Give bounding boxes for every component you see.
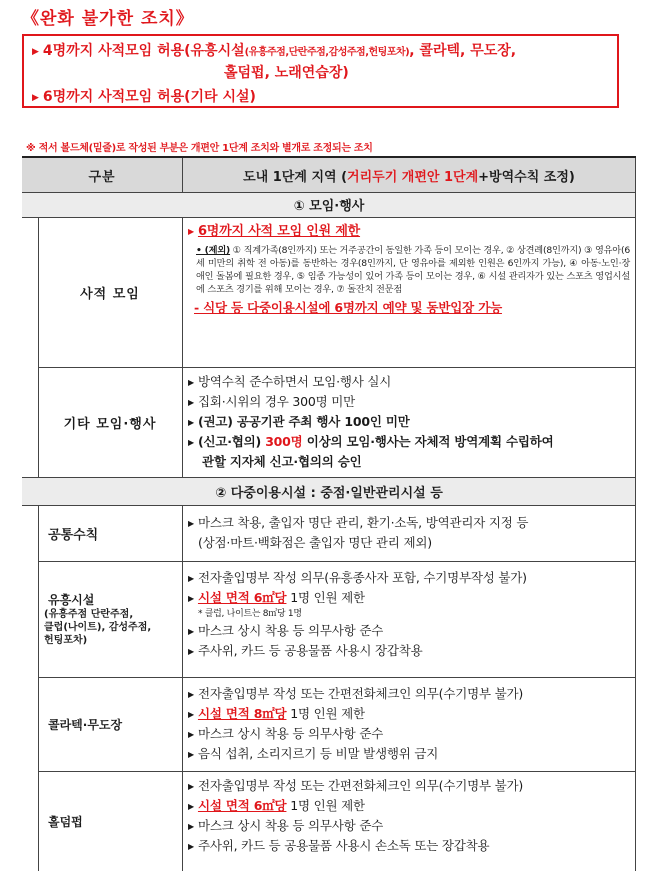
arrow-right-icon: ▶ [32, 47, 39, 57]
events-item-2-text: 집회·시위의 경우 300명 미만 [197, 394, 356, 409]
restriction-line-1-tail: , 콜라텍, 무도장, [409, 43, 517, 59]
events-item-3 [188, 412, 630, 432]
entertainment-label: 유흥시설 [48, 593, 95, 607]
events-item-1-text: 방역수칙 준수하면서 모임·행사 실시 [197, 374, 392, 389]
events-item-2 [188, 392, 630, 412]
events-item-4 [188, 432, 630, 452]
section-gatherings: ① 모임·행사 [22, 192, 636, 217]
arrow-right-icon: ▶ [188, 227, 194, 236]
colatec-item-3 [188, 724, 630, 744]
entertainment-content [188, 568, 630, 661]
private-item-2 [188, 298, 630, 317]
arrow-right-icon: ▶ [188, 690, 194, 699]
divider [38, 677, 636, 678]
events-item-4-a: (신고·협의) [197, 434, 266, 449]
colatec-content [188, 684, 630, 764]
holdem-item-4 [188, 836, 630, 856]
common-item-1 [188, 513, 630, 533]
entertainment-item-1-text: 전자출입명부 작성 의무(유흥종사자 포함, 수기명부작성 불가) [197, 570, 527, 585]
holdem-label: 홀덤펍 [48, 814, 83, 829]
holdem-item-3 [188, 816, 630, 836]
entertainment-item-2-a: 시설 면적 6㎡당 [197, 590, 287, 605]
common-label: 공통수칙 [48, 527, 99, 543]
common-content [188, 513, 630, 552]
entertainment-item-2-note: * 클럽, 나이트는 8㎡당 1명 [198, 609, 302, 619]
arrow-right-icon: ▶ [188, 782, 194, 791]
arrow-right-icon: ▶ [188, 802, 194, 811]
divider [38, 217, 39, 477]
events-content [188, 372, 630, 471]
events-item-1 [188, 372, 630, 392]
divider [38, 771, 636, 772]
events-item-4-c: 이상의 모임·행사는 자체적 방역계획 수립하여 [302, 434, 554, 449]
private-gathering-label: 사적 모임 [80, 286, 140, 302]
events-item-4-b: 300명 [265, 434, 303, 449]
entertainment-sub-3: 헌팅포차) [44, 635, 88, 646]
arrow-right-icon: ▶ [188, 842, 194, 851]
entertainment-item-2 [188, 588, 630, 608]
arrow-right-icon: ▶ [188, 398, 194, 407]
holdem-item-4-text: 주사위, 카드 등 공용물품 사용시 손소독 또는 장갑착용 [197, 838, 490, 853]
events-label: 기타 모임·행사 [63, 416, 157, 432]
arrow-right-icon: ▶ [188, 438, 194, 447]
colatec-item-4 [188, 744, 630, 764]
header-col1: 구분 [22, 158, 182, 192]
measures-table [22, 156, 636, 871]
arrow-right-icon: ▶ [188, 647, 194, 656]
private-exception-text: ① 직계가족(8인까지) 또는 거주공간이 동일한 가족 등이 모이는 경우, ② 상견례(8인까지) ③ 영유아(6세 미만의 취학 전 아동)를 동반하는 경우(8인까지, 단 영유아를 제외한 인원은 6인까지 가능), ④ 아동·노인·장애인 돌봄에 필요한 경우, ⑤ 임종 가능성이 있어 가족 등이 모이는 경우, ⑥ 시설 관리자가 있는 스포츠 영업시설에 스포츠 경기를 위해 모이는 경우, ⑦ 돌잔치 전문점 [196, 245, 630, 295]
arrow-right-icon: ▶ [188, 378, 194, 387]
colatec-item-1 [188, 684, 630, 704]
holdem-item-1-text: 전자출입명부 작성 또는 간편전화체크인 의무(수기명부 불가) [197, 778, 524, 793]
common-item-1-text: 마스크 착용, 출입자 명단 관리, 환기·소독, 방역관리자 지정 등 [197, 515, 529, 530]
arrow-right-icon: ▶ [32, 93, 39, 103]
header-col2 [182, 158, 636, 192]
private-item-1 [188, 222, 630, 241]
colatec-item-2 [188, 704, 630, 724]
divider [182, 505, 183, 871]
divider [182, 158, 183, 192]
private-gathering-content [188, 222, 630, 317]
colatec-item-2-a: 시설 면적 8㎡당 [197, 706, 287, 721]
arrow-right-icon: ▶ [188, 730, 194, 739]
page-title: 《완화 불가한 조치》 [22, 9, 194, 29]
private-exception-label: • (제외) [196, 245, 231, 256]
arrow-right-icon: ▶ [188, 710, 194, 719]
header-col2-c: +방역수칙 조정) [478, 169, 575, 185]
divider [22, 217, 636, 218]
events-item-3-text: (권고) 공공기관 주최 행사 100인 미만 [197, 414, 410, 429]
restriction-box [22, 34, 619, 108]
entertainment-item-3 [188, 621, 630, 641]
restriction-line-3 [32, 86, 256, 106]
colatec-label: 콜라텍·무도장 [48, 717, 123, 732]
entertainment-sub-2: 클럽(나이트), 감성주점, [44, 622, 152, 633]
colatec-item-2-b: 1명 인원 제한 [286, 706, 365, 721]
arrow-right-icon: ▶ [188, 594, 194, 603]
note: ※ 적서 볼드체(밑줄)로 작성된 부분은 개편안 1단계 조치와 별개로 조정되는 조치 [26, 143, 373, 154]
arrow-right-icon: ▶ [188, 519, 194, 528]
header-col2-a: 도내 1단계 지역 ( [243, 169, 348, 185]
entertainment-label-cell [38, 561, 182, 677]
private-item-2-text: - 식당 등 다중이용시설에 6명까지 예약 및 동반입장 가능 [194, 300, 502, 315]
entertainment-item-4-text: 주사위, 카드 등 공용물품 사용시 장갑착용 [197, 643, 423, 658]
entertainment-item-2-b: 1명 인원 제한 [286, 590, 365, 605]
divider [22, 477, 636, 478]
arrow-right-icon: ▶ [188, 822, 194, 831]
holdem-item-3-text: 마스크 상시 착용 등 의무사항 준수 [197, 818, 384, 833]
events-item-4-cont: 관할 지자체 신고·협의의 승인 [202, 454, 362, 469]
arrow-right-icon: ▶ [188, 418, 194, 427]
divider [22, 505, 636, 506]
restriction-line-1-small: (유흥주점,단란주점,감성주점,헌팅포차) [244, 47, 410, 58]
colatec-item-4-text: 음식 섭취, 소리지르기 등 비말 발생행위 금지 [197, 746, 439, 761]
entertainment-item-4 [188, 641, 630, 661]
holdem-item-2-b: 1명 인원 제한 [286, 798, 365, 813]
restriction-line-2: 홀덤펍, 노래연습장) [224, 65, 349, 81]
restriction-line-1-main: 4명까지 사적모임 허용(유흥시설 [42, 43, 245, 59]
header-col2-b: 거리두기 개편안 1단계 [347, 169, 479, 185]
entertainment-sub-1: (유흥주점 단란주점, [44, 609, 134, 620]
colatec-item-1-text: 전자출입명부 작성 또는 간편전화체크인 의무(수기명부 불가) [197, 686, 524, 701]
divider [22, 192, 636, 193]
divider [38, 505, 39, 871]
common-item-2: (상점·마트·백화점은 출입자 명단 관리 제외) [198, 535, 432, 550]
holdem-item-2 [188, 796, 630, 816]
section-facilities: ② 다중이용시설 : 중점·일반관리시설 등 [22, 477, 636, 505]
entertainment-item-3-text: 마스크 상시 착용 등 의무사항 준수 [197, 623, 384, 638]
holdem-content [188, 776, 630, 856]
private-item-1-text: 6명까지 사적 모임 인원 제한 [197, 224, 361, 239]
divider [38, 367, 636, 368]
holdem-item-2-a: 시설 면적 6㎡당 [197, 798, 287, 813]
entertainment-item-1 [188, 568, 630, 588]
restriction-line-1 [32, 40, 516, 60]
divider [182, 217, 183, 477]
holdem-item-1 [188, 776, 630, 796]
divider [635, 158, 636, 871]
colatec-item-3-text: 마스크 상시 착용 등 의무사항 준수 [197, 726, 384, 741]
restriction-line-3-text: 6명까지 사적모임 허용(기타 시설) [42, 89, 256, 105]
arrow-right-icon: ▶ [188, 574, 194, 583]
divider [38, 561, 636, 562]
private-exception [188, 244, 630, 296]
arrow-right-icon: ▶ [188, 627, 194, 636]
arrow-right-icon: ▶ [188, 750, 194, 759]
